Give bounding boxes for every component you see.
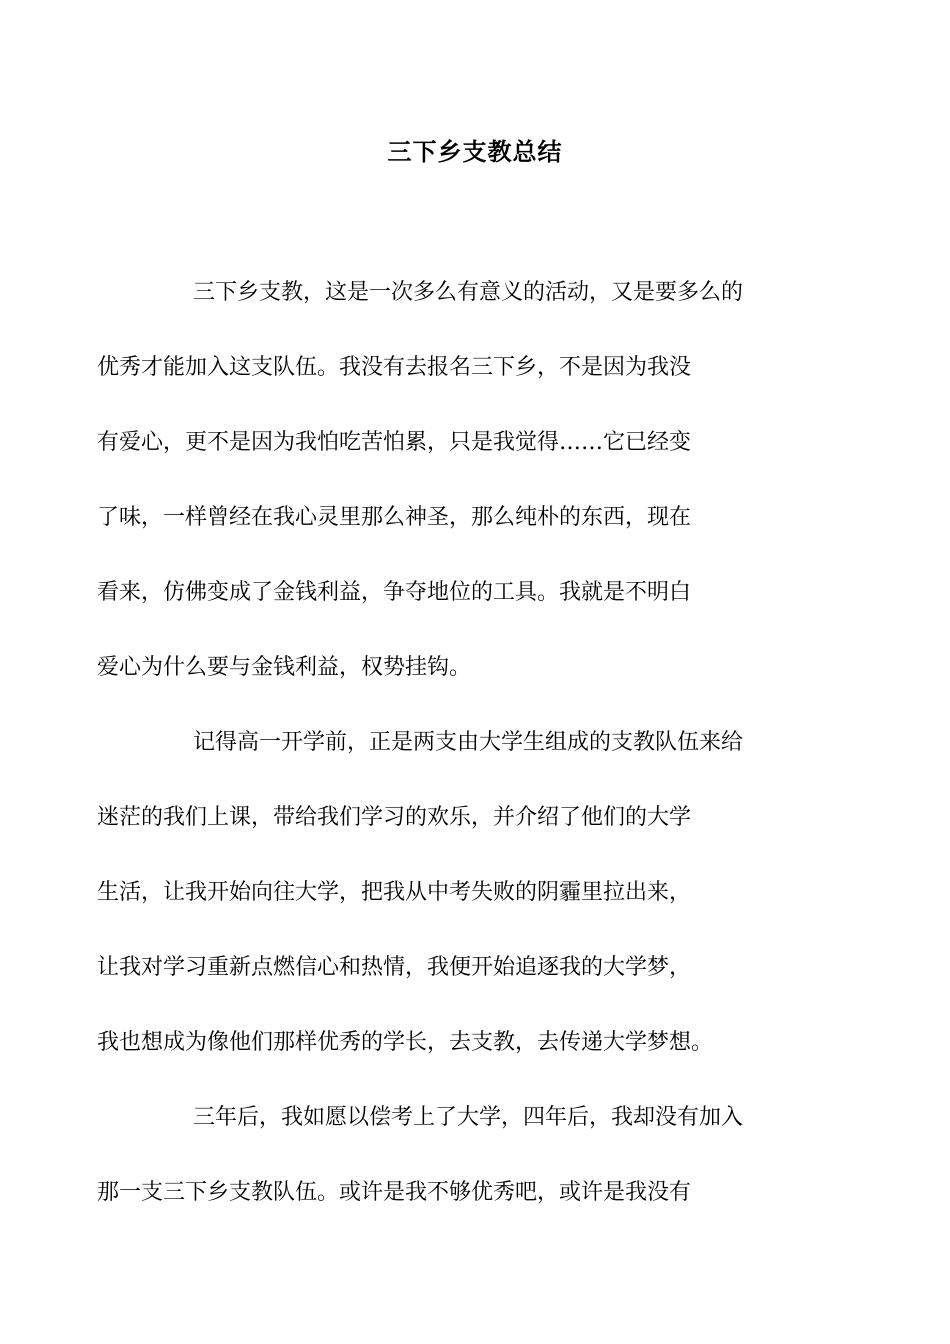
paragraph-line: 我也想成为像他们那样优秀的学长，去支教，去传递大学梦想。 [97, 1030, 714, 1055]
document-title: 三下乡支教总结 [387, 137, 563, 166]
paragraph-2 [97, 705, 805, 1080]
paragraph-line: 记得高一开学前，正是两支由大学生组成的支教队伍来给 [193, 730, 744, 755]
paragraph-line: 看来，仿佛变成了金钱利益，争夺地位的工具。我就是不明白 [97, 580, 692, 605]
paragraph-line: 三年后，我如愿以偿考上了大学，四年后，我却没有加入 [193, 1105, 744, 1130]
paragraph-line: 了味，一样曾经在我心灵里那么神圣，那么纯朴的东西，现在 [97, 505, 692, 530]
paragraph-line: 三下乡支教，这是一次多么有意义的活动，又是要多么的 [193, 280, 744, 305]
paragraph-line: 迷茫的我们上课，带给我们学习的欢乐，并介绍了他们的大学 [97, 805, 692, 830]
document-body [97, 255, 805, 1230]
paragraph-line: 那一支三下乡支教队伍。或许是我不够优秀吧，或许是我没有 [97, 1180, 692, 1205]
paragraph-line: 有爱心，更不是因为我怕吃苦怕累，只是我觉得……它已经变 [97, 430, 692, 455]
paragraph-line: 让我对学习重新点燃信心和热情，我便开始追逐我的大学梦， [97, 955, 692, 980]
paragraph-line: 爱心为什么要与金钱利益，权势挂钩。 [97, 655, 472, 680]
paragraph-1 [97, 255, 805, 705]
paragraph-3 [97, 1080, 805, 1230]
paragraph-line: 生活，让我开始向往大学，把我从中考失败的阴霾里拉出来， [97, 880, 692, 905]
paragraph-line: 优秀才能加入这支队伍。我没有去报名三下乡，不是因为我没 [97, 355, 692, 380]
